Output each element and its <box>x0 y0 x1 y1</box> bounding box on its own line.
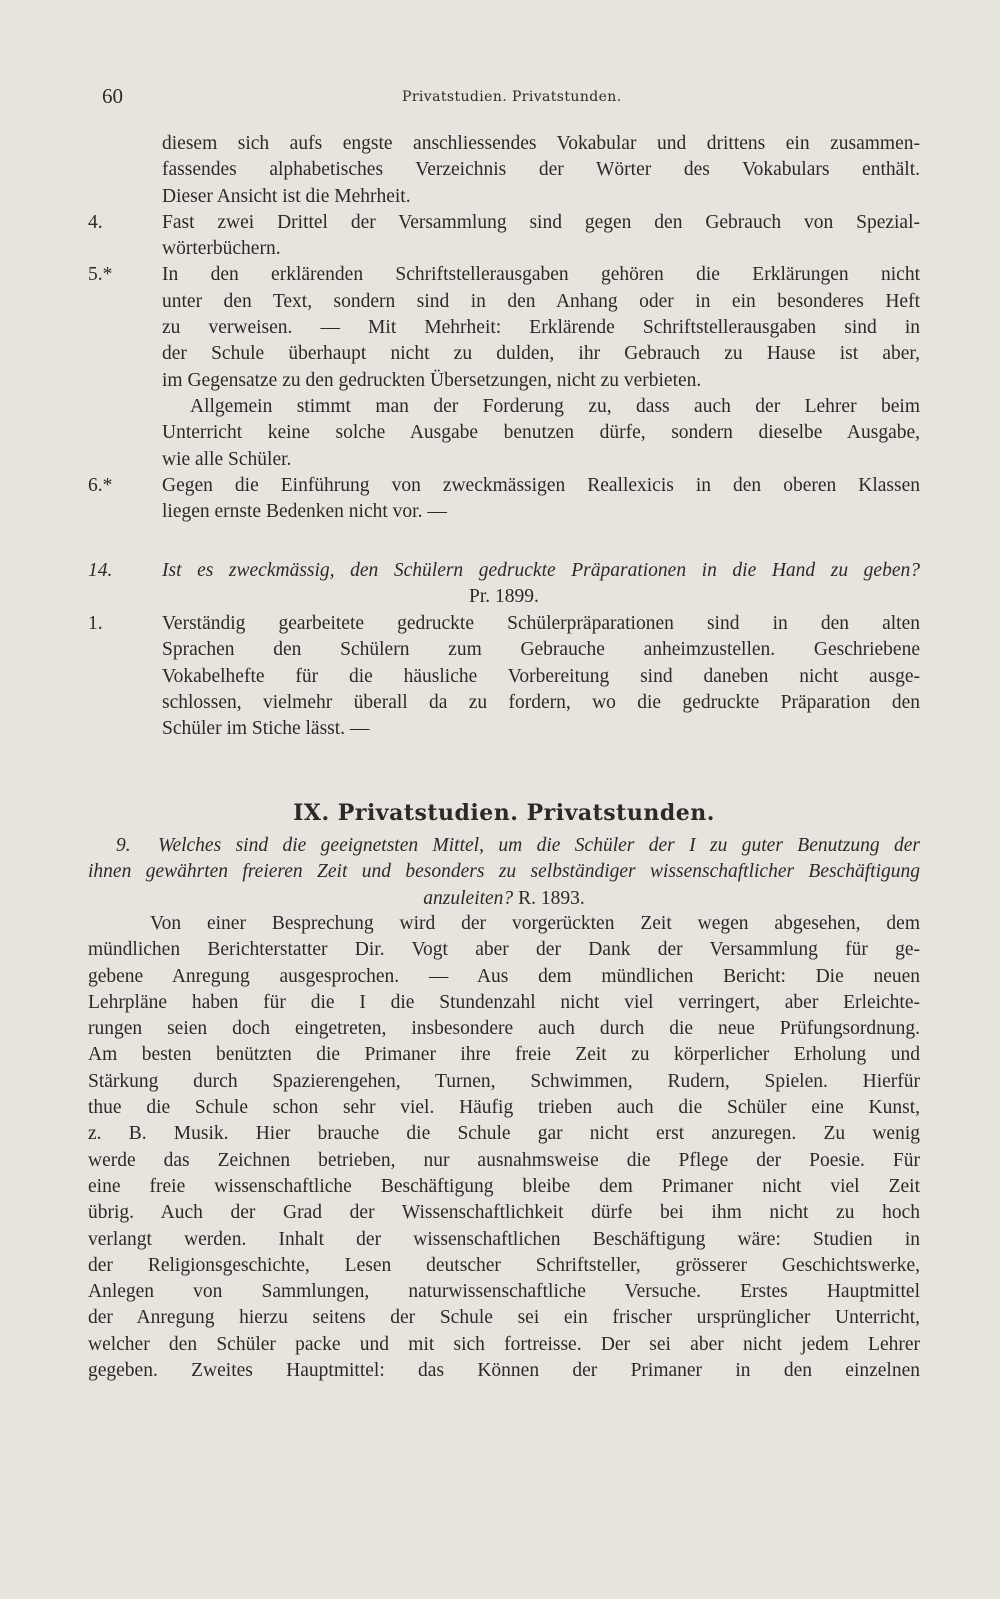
text-line: Fast zwei Drittel der Versammlung sind gegen den Gebrauch von Spezial- <box>162 211 920 233</box>
text-line: Allgemein stimmt man der Forderung zu, dass auch der Lehrer beim <box>190 395 920 417</box>
text-line: Vokabelhefte für die häusliche Vorbereitung sind daneben nicht ausge- <box>162 665 920 687</box>
text-line: liegen ernste Bedenken nicht vor. — <box>162 501 447 523</box>
question-line <box>88 558 920 584</box>
question-number: 14. <box>88 560 113 581</box>
text-line: der Schule überhaupt nicht zu dulden, ihr Gebrauch zu Hause ist aber, <box>162 343 920 365</box>
list-item-6 <box>88 473 920 499</box>
page-number: 60 <box>102 84 123 108</box>
text-line: schlossen, vielmehr überall da zu fordern, wo die gedruckte Präparation den <box>162 691 920 713</box>
text-line: verlangt werden. Inhalt der wissenschaftlichen Beschäftigung wäre: Studien in <box>88 1228 920 1250</box>
text-line: der Anregung hierzu seitens der Schule sei ein frischer ursprünglicher Unterricht, <box>88 1307 920 1329</box>
question-9 <box>88 833 920 912</box>
running-title: Privatstudien. Privatstunden. <box>402 89 622 105</box>
item-number: 1. <box>88 613 103 634</box>
text-line: der Religionsgeschichte, Lesen deutscher Schriftsteller, grösserer Geschichtswerke, <box>88 1254 920 1276</box>
text-line: Verständig gearbeitete gedruckte Schülerpräparationen sind in den alten <box>162 613 920 634</box>
text-line: wörterbüchern. <box>162 238 281 260</box>
list-item-5 <box>88 262 920 288</box>
text-line: Dieser Ansicht ist die Mehrheit. <box>162 185 411 207</box>
question-line <box>88 886 920 912</box>
section-heading: IX. Privatstudien. Privatstunden. <box>293 800 715 826</box>
text-line: Stärkung durch Spazierengehen, Turnen, Schwimmen, Rudern, Spielen. Hierfür <box>88 1070 920 1092</box>
text-line: wie alle Schüler. <box>162 448 292 470</box>
question-text: ihnen gewährten freieren Zeit und besonders zu selbständiger wissenschaftlicher Beschäftigung <box>88 861 920 883</box>
question-line <box>88 833 920 859</box>
text-line: mündlichen Berichterstatter Dir. Vogt aber der Dank der Versammlung für ge- <box>88 939 920 961</box>
text-line: Von einer Besprechung wird der vorgerückten Zeit wegen abgesehen, dem <box>150 913 920 934</box>
text-line: unter den Text, sondern sind in den Anhang oder in ein besonderes Heft <box>162 290 920 312</box>
top-block <box>88 131 920 525</box>
list-item-4 <box>88 210 920 236</box>
text-line: rungen seien doch eingetreten, insbesondere auch durch die neue Prüfungsordnung. <box>88 1018 920 1040</box>
text-line: gebene Anregung ausgesprochen. — Aus dem mündlichen Bericht: Die neuen <box>88 965 920 987</box>
item-number: 4. <box>88 211 103 233</box>
text-line: thue die Schule schon sehr viel. Häufig trieben auch die Schüler eine Kunst, <box>88 1097 920 1119</box>
question-text: Ist es zweckmässig, den Schülern gedruckte Präparationen in die Hand zu geben? <box>162 560 920 581</box>
item-number: 6.* <box>88 474 113 496</box>
text-line: übrig. Auch der Grad der Wissenschaftlichkeit dürfe bei ihm nicht zu hoch <box>88 1202 920 1224</box>
question-number: 9. <box>116 835 131 856</box>
running-head <box>102 84 920 114</box>
text-line: Gegen die Einführung von zweckmässigen Reallexicis in den oberen Klassen <box>162 474 920 496</box>
text-line: Schüler im Stiche lässt. — <box>162 718 370 740</box>
question-text: anzuleiten? <box>423 887 514 909</box>
list-item-1 <box>88 611 920 637</box>
text-line: eine freie wissenschaftliche Beschäftigung bleibe dem Primaner nicht viel Zeit <box>88 1175 920 1197</box>
text-line: Anlegen von Sammlungen, naturwissenschaftliche Versuche. Erstes Hauptmittel <box>88 1281 920 1303</box>
text-line: z. B. Musik. Hier brauche die Schule gar nicht erst anzuregen. Zu wenig <box>88 1123 920 1145</box>
text-line: Sprachen den Schülern zum Gebrauche anheimzustellen. Geschriebene <box>162 639 920 661</box>
text-line: fassendes alphabetisches Verzeichnis der Wörter des Vokabulars enthält. <box>162 159 920 181</box>
text-line: werde das Zeichnen betrieben, nur ausnahmsweise die Pflege der Poesie. Für <box>88 1149 920 1171</box>
text-line: Lehrpläne haben für die I die Stundenzahl nicht viel verringert, aber Erleichte- <box>88 991 920 1013</box>
text-line: gegeben. Zweites Hauptmittel: das Können der Primaner in den einzelnen <box>88 1360 920 1382</box>
question-reference: R. 1893. <box>518 887 585 909</box>
question-reference: Pr. 1899. <box>469 586 539 608</box>
text-line: welcher den Schüler packe und mit sich fortreisse. Der sei aber nicht jedem Lehrer <box>88 1333 920 1355</box>
question-14-answers <box>88 611 920 742</box>
text-line: im Gegensatze zu den gedruckten Übersetzungen, nicht zu verbieten. <box>162 369 702 391</box>
text-line: In den erklärenden Schriftstellerausgaben gehören die Erklärungen nicht <box>162 264 920 286</box>
text-line: zu verweisen. — Mit Mehrheit: Erklärende Schriftstellerausgaben sind in <box>162 317 920 339</box>
text-line: diesem sich aufs engste anschliessendes Vokabular und drittens ein zusammen- <box>162 133 920 154</box>
item-number: 5.* <box>88 264 113 286</box>
question-14 <box>88 558 920 611</box>
body-paragraph <box>88 911 920 1384</box>
text-line: Unterricht keine solche Ausgabe benutzen dürfe, sondern dieselbe Ausgabe, <box>162 422 920 444</box>
text-line: Am besten benützten die Primaner ihre freie Zeit zu körperlicher Erholung und <box>88 1044 920 1066</box>
question-text: Welches sind die geeignetsten Mittel, um die Schüler der I zu guter Benutzung der <box>158 835 920 856</box>
